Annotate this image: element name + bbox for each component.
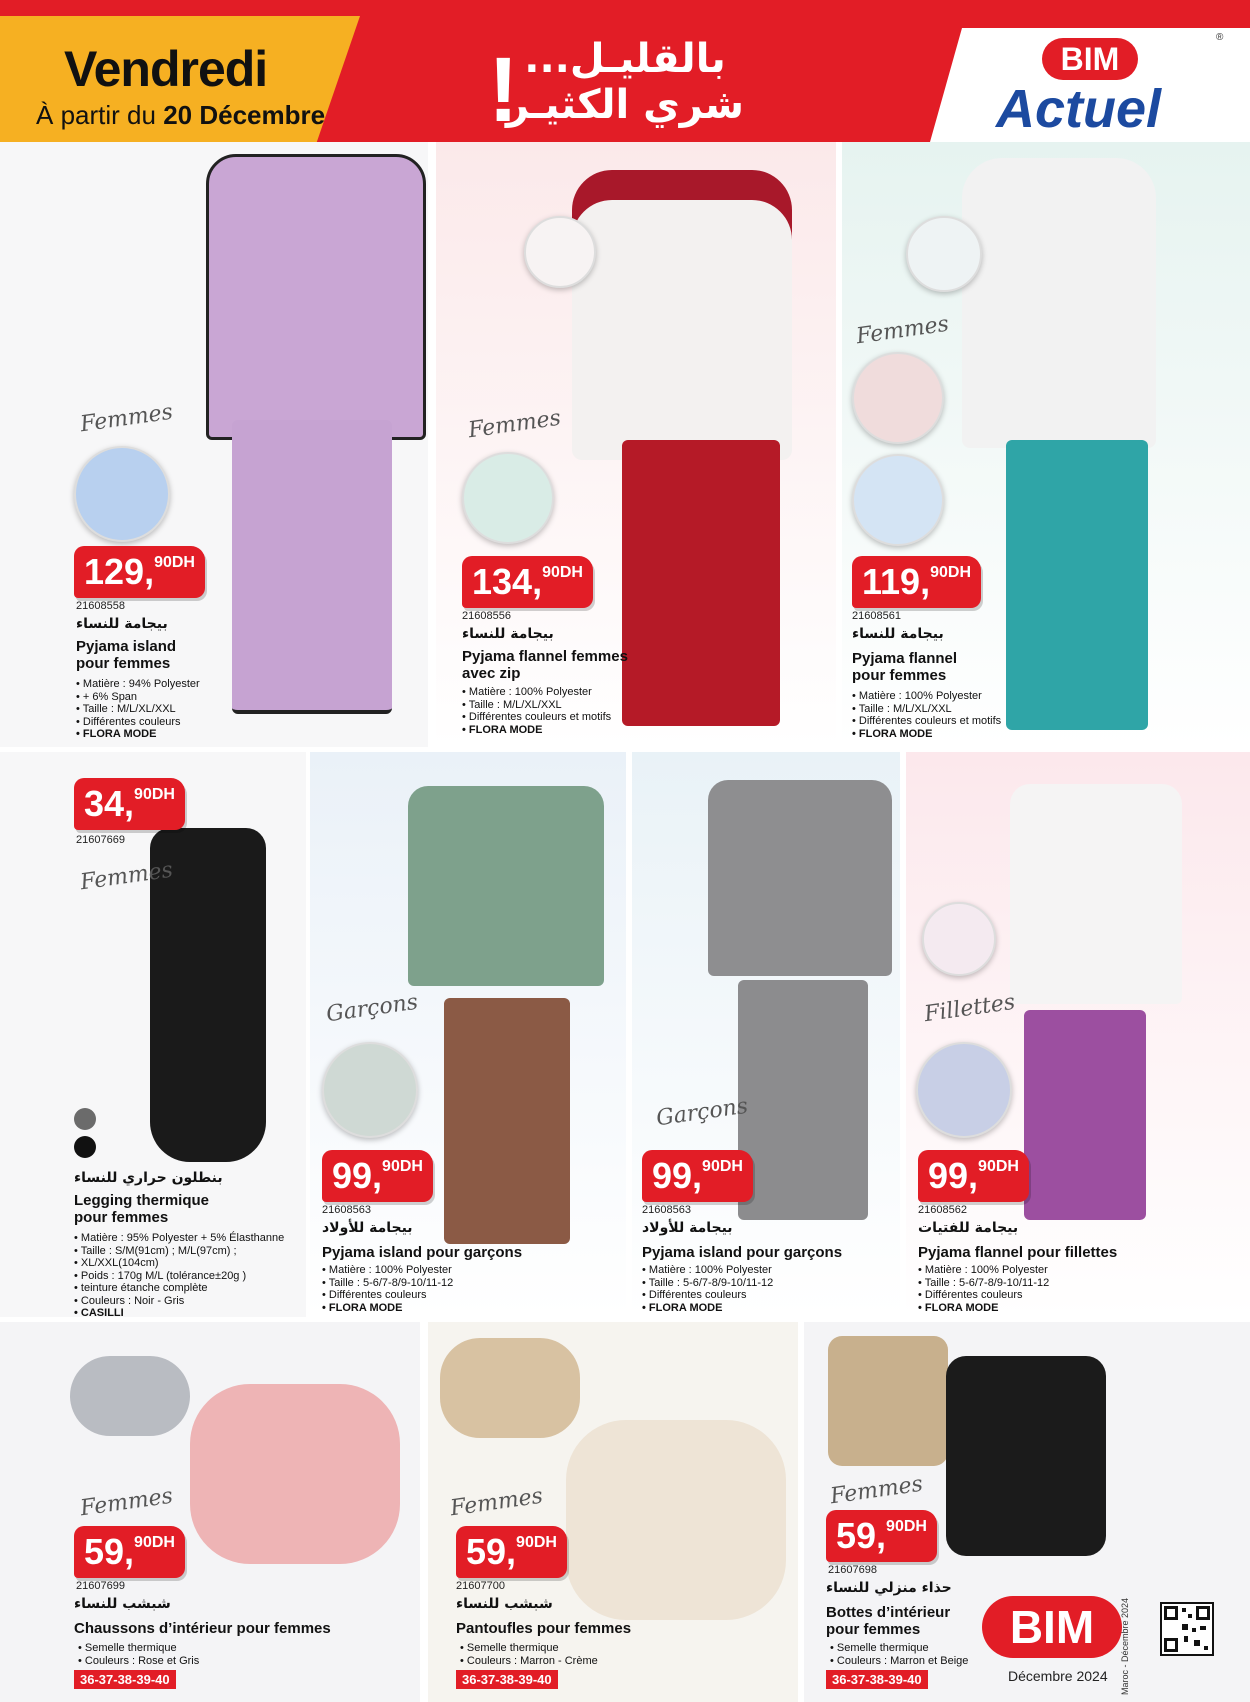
slogan-line2: شري الكثيـر — [505, 82, 744, 128]
pyjama-lilac-pants-image — [232, 420, 392, 714]
thumb-variant-p3a — [852, 352, 944, 444]
price-badge-p5: 99,90DH — [322, 1150, 433, 1202]
size-range-p10: 36-37-38-39-40 — [826, 1670, 928, 1689]
spec-item: • teinture étanche complète — [74, 1282, 284, 1295]
product-name-line: Pyjama island pour garçons — [642, 1244, 843, 1261]
product-code-p1: 21608558 — [76, 600, 125, 612]
size-range-p9: 36-37-38-39-40 — [456, 1670, 558, 1689]
category-label-p9: Femmes — [448, 1483, 545, 1522]
spec-item: • Semelle thermique — [460, 1642, 598, 1655]
product-name-line: Pyjama island — [76, 638, 177, 655]
arabic-name-p10: حذاء منزلي للنساء — [826, 1580, 952, 1596]
footer-vertical-text: Maroc - Décembre 2024 — [1120, 1598, 1130, 1696]
spec-item: • Taille : 5-6/7-8/9-10/11-12 — [642, 1277, 773, 1290]
qr-code-icon[interactable] — [1160, 1602, 1214, 1656]
spec-item: • Différentes couleurs — [76, 716, 200, 729]
category-label-p2: Femmes — [466, 405, 563, 444]
thumb-fabric-p2 — [524, 216, 596, 288]
arabic-name-p1: بيجامة للنساء — [76, 616, 168, 632]
thumb-variant-p5 — [322, 1042, 418, 1138]
pyjama-green-top-image — [408, 786, 604, 986]
arabic-name-p5: بيجامة للأولاد — [322, 1220, 413, 1236]
qr-code-graphic — [1162, 1604, 1212, 1654]
spec-item: • Taille : M/L/XL/XXL — [462, 699, 611, 712]
pyjama-grey-pants-image — [738, 980, 868, 1220]
pyjama-teal-pants-image — [1006, 440, 1148, 730]
size-range-p8: 36-37-38-39-40 — [74, 1670, 176, 1689]
product-name-line: Pyjama flannel — [852, 650, 958, 667]
product-name-p8 — [74, 1620, 331, 1637]
spec-item: • Couleurs : Rose et Gris — [78, 1655, 199, 1668]
category-label-p6: Garçons — [654, 1093, 750, 1132]
product-name-p6 — [642, 1244, 842, 1261]
arabic-name-p8: شبشب للنساء — [74, 1596, 171, 1612]
product-name-line: Pyjama island pour garçons — [322, 1244, 523, 1261]
trademark-mark: ® — [1216, 32, 1224, 43]
spec-list-p5 — [322, 1264, 453, 1314]
price-badge-p10: 59,90DH — [826, 1510, 937, 1562]
pyjama-red-pants-image — [622, 440, 780, 726]
spec-brand: • CASILLI — [74, 1307, 284, 1320]
spec-item: • Taille : 5-6/7-8/9-10/11-12 — [918, 1277, 1049, 1290]
spec-item: • Taille : S/M(91cm) ; M/L(97cm) ; — [74, 1245, 284, 1258]
price-badge-p8: 59,90DH — [74, 1526, 185, 1578]
thumb-fabric-p3 — [906, 216, 982, 292]
spec-item: • Semelle thermique — [78, 1642, 199, 1655]
slogan-exclamation: ! — [488, 39, 519, 141]
category-label-p8: Femmes — [78, 1483, 175, 1522]
pyjama-girls-top-image — [1010, 784, 1182, 1004]
product-code-p4: 21607669 — [76, 834, 125, 846]
slogan — [460, 36, 790, 128]
spec-item: • Différentes couleurs et motifs — [852, 715, 1001, 728]
spec-item: • Couleurs : Marron - Crème — [460, 1655, 598, 1668]
spec-item: • Matière : 100% Polyester — [322, 1264, 453, 1277]
footer-bim-logo: BIM — [982, 1596, 1122, 1658]
product-name-p5 — [322, 1244, 522, 1261]
pyjama-hearts-top-image — [962, 158, 1156, 448]
arabic-name-p9: شبشب للنساء — [456, 1596, 553, 1612]
product-name-p4 — [74, 1192, 209, 1226]
spec-list-p2 — [462, 686, 611, 736]
spec-item: • Différentes couleurs — [322, 1289, 453, 1302]
bottes-beige-image — [828, 1336, 948, 1466]
spec-item: • Matière : 100% Polyester — [852, 690, 1001, 703]
slippers-grey-image — [70, 1356, 190, 1436]
product-code-p5: 21608563 — [322, 1204, 371, 1216]
spec-item: • Couleurs : Noir - Gris — [74, 1295, 284, 1308]
spec-list-p7 — [918, 1264, 1049, 1314]
spec-list-p9 — [460, 1642, 598, 1667]
spec-list-p1 — [76, 678, 200, 741]
price-badge-p6: 99,90DH — [642, 1150, 753, 1202]
spec-item: • Différentes couleurs — [642, 1289, 773, 1302]
category-label-p10: Femmes — [828, 1471, 925, 1510]
spec-item: • Différentes couleurs et motifs — [462, 711, 611, 724]
category-label-p1: Femmes — [78, 399, 175, 438]
pyjama-cherry-top-image — [572, 170, 792, 460]
product-name-line: Chaussons d’intérieur pour femmes — [74, 1620, 331, 1637]
price-badge-p9: 59,90DH — [456, 1526, 567, 1578]
price-badge-p4: 34,90DH — [74, 778, 185, 830]
slippers-pink-image — [190, 1384, 400, 1564]
spec-item: • Matière : 100% Polyester — [642, 1264, 773, 1277]
thumb-variant-p7 — [916, 1042, 1012, 1138]
spec-item: • Taille : 5-6/7-8/9-10/11-12 — [322, 1277, 453, 1290]
price-badge-p7: 99,90DH — [918, 1150, 1029, 1202]
product-name-line: Pyjama flannel femmes — [462, 648, 628, 665]
color-swatch-grey — [74, 1108, 96, 1130]
arabic-name-p2: بيجامة للنساء — [462, 626, 554, 642]
category-label-p7: Fillettes — [922, 989, 1017, 1028]
product-code-p2: 21608556 — [462, 610, 511, 622]
arabic-name-p3: بيجامة للنساء — [852, 626, 944, 642]
color-swatch-black — [74, 1136, 96, 1158]
spec-brand: • FLORA MODE — [642, 1302, 773, 1315]
thumb-variant-p1 — [74, 446, 170, 542]
footer-date: Décembre 2024 — [1008, 1668, 1108, 1684]
pyjama-grey-top-image — [708, 780, 892, 976]
spec-item: • Matière : 100% Polyester — [462, 686, 611, 699]
price-badge-p2: 134,90DH — [462, 556, 593, 608]
product-name-line: Bottes d’intérieur — [826, 1604, 951, 1621]
product-name-p7 — [918, 1244, 1117, 1261]
product-name-line: pour femmes — [76, 655, 171, 672]
product-name-line: avec zip — [462, 665, 521, 682]
product-name-line: Pantoufles pour femmes — [456, 1620, 632, 1637]
thumb-variant-p3b — [852, 454, 944, 546]
spec-brand: • FLORA MODE — [918, 1302, 1049, 1315]
category-label-p4: Femmes — [78, 857, 175, 896]
spec-brand: • FLORA MODE — [76, 728, 200, 741]
spec-item: • Semelle thermique — [830, 1642, 968, 1655]
bottes-black-image — [946, 1356, 1106, 1556]
spec-brand: • FLORA MODE — [322, 1302, 453, 1315]
spec-item: • XL/XXL(104cm) — [74, 1257, 284, 1270]
pyjama-lilac-top-image — [206, 154, 426, 440]
spec-item: • Matière : 95% Polyester + 5% Élasthanne — [74, 1232, 284, 1245]
product-name-p1 — [76, 638, 176, 672]
day-label: Vendredi — [64, 41, 268, 97]
spec-brand: • FLORA MODE — [852, 728, 1001, 741]
product-code-p7: 21608562 — [918, 1204, 967, 1216]
product-code-p6: 21608563 — [642, 1204, 691, 1216]
pyjama-purple-pants-image — [1024, 1010, 1146, 1220]
product-name-line: Legging thermique — [74, 1192, 209, 1209]
spec-list-p4 — [74, 1232, 284, 1320]
spec-list-p3 — [852, 690, 1001, 740]
spec-item: • Poids : 170g M/L (tolérance±20g ) — [74, 1270, 284, 1283]
spec-item: • Différentes couleurs — [918, 1289, 1049, 1302]
arabic-name-p7: بيجامة للفتيات — [918, 1220, 1019, 1236]
actuel-logo: Actuel — [996, 79, 1162, 139]
arabic-name-p6: بيجامة للأولاد — [642, 1220, 733, 1236]
product-name-p3 — [852, 650, 957, 684]
category-label-p3: Femmes — [854, 311, 951, 350]
spec-list-p6 — [642, 1264, 773, 1314]
product-code-p10: 21607698 — [828, 1564, 877, 1576]
product-name-line: pour femmes — [74, 1209, 169, 1226]
arabic-name-p4: بنطلون حراري للنساء — [74, 1170, 223, 1186]
price-badge-p3: 119,90DH — [852, 556, 981, 608]
thumb-fabric-p7 — [922, 902, 996, 976]
thumb-variant-p2 — [462, 452, 554, 544]
product-name-p10 — [826, 1604, 950, 1638]
spec-item: • Taille : M/L/XL/XXL — [852, 703, 1001, 716]
pantoufles-cream-image — [566, 1420, 786, 1620]
bim-logo: BIM — [1042, 38, 1138, 80]
spec-brand: • FLORA MODE — [462, 724, 611, 737]
spec-list-p8 — [78, 1642, 199, 1667]
product-name-line: pour femmes — [826, 1621, 921, 1638]
product-name-line: pour femmes — [852, 667, 947, 684]
product-name-p9 — [456, 1620, 631, 1637]
product-name-line: Pyjama flannel pour fillettes — [918, 1244, 1118, 1261]
product-code-p8: 21607699 — [76, 1580, 125, 1592]
pantoufles-beige-image — [440, 1338, 580, 1438]
spec-list-p10 — [830, 1642, 968, 1667]
spec-item: • Matière : 94% Polyester — [76, 678, 200, 691]
price-badge-p1: 129,90DH — [74, 546, 205, 598]
product-code-p9: 21607700 — [456, 1580, 505, 1592]
spec-item: • Matière : 100% Polyester — [918, 1264, 1049, 1277]
pyjama-brown-pants-image — [444, 998, 570, 1244]
spec-item: • + 6% Span — [76, 691, 200, 704]
category-label-p5: Garçons — [324, 989, 420, 1028]
spec-item: • Couleurs : Marron et Beige — [830, 1655, 968, 1668]
product-name-p2 — [462, 648, 628, 682]
spec-item: • Taille : M/L/XL/XXL — [76, 703, 200, 716]
product-code-p3: 21608561 — [852, 610, 901, 622]
slogan-line1: بالقليـل... — [524, 36, 726, 82]
date-label: À partir du 20 Décembre — [36, 100, 326, 130]
